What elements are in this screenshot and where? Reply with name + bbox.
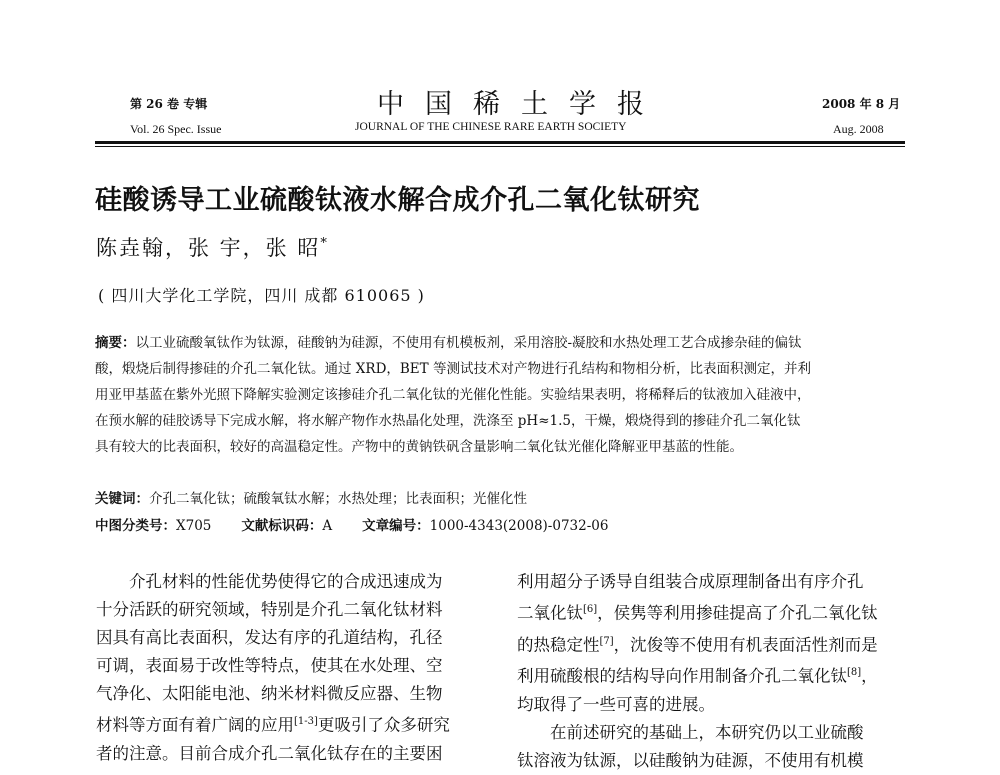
volume-cn: 第 26 卷 专辑 bbox=[130, 97, 208, 111]
body-line: 介孔材料的性能优势使得它的合成迅速成为 bbox=[129, 572, 443, 591]
authors bbox=[96, 232, 329, 262]
keywords bbox=[95, 487, 527, 507]
author-names: 陈垚翰，张 宇，张 昭 bbox=[96, 236, 321, 260]
article-title: 硅酸诱导工业硫酸钛液水解合成介孔二氧化钛研究 bbox=[95, 185, 700, 216]
body-line: 利用硫酸根的结构导向作用制备介孔二氧化钛[8]， bbox=[517, 666, 878, 686]
abstract-line: 酸，煅烧后制得掺硅的介孔二氧化钛。通过 XRD，BET 等测试技术对产物进行孔结构和物相分析，比表面积测定，并利 bbox=[95, 361, 811, 377]
affiliation: ( 四川大学化工学院，四川 成都 610065 ) bbox=[98, 286, 425, 305]
journal-title-en: JOURNAL OF THE CHINESE RARE EARTH SOCIETY bbox=[355, 121, 627, 133]
keywords-text: 介孔二氧化钛；硫酸氧钛水解；水热处理；比表面积；光催化性 bbox=[149, 491, 527, 507]
abstract-text: 以工业硫酸氧钛作为钛源，硅酸钠为硅源，不使用有机模板剂，采用溶胶-凝胶和水热处理工艺合成掺杂硅的偏钛 bbox=[135, 335, 802, 351]
date-en: Aug. 2008 bbox=[833, 122, 884, 136]
article-number-label: 文章编号： bbox=[362, 518, 430, 534]
volume-en: Vol. 26 Spec. Issue bbox=[130, 122, 222, 136]
clc-value: X705 bbox=[176, 518, 212, 534]
citation-ref: [6] bbox=[583, 604, 598, 615]
abstract-line: 用亚甲基蓝在紫外光照下降解实验测定该掺硅介孔二氧化钛的光催化性能。实验结果表明，将稀释后的钛液加入硅液中， bbox=[95, 387, 811, 403]
body-line: 材料等方面有着广阔的应用[1-3]更吸引了众多研究 bbox=[96, 715, 450, 735]
body-line: 的热稳定性[7]，沈俊等不使用有机表面活性剂而是 bbox=[517, 635, 878, 654]
doc-code-value: A bbox=[322, 518, 333, 534]
body-line: 在前述研究的基础上，本研究仍以工业硫酸 bbox=[550, 722, 864, 742]
body-line: 可调，表面易于改性等特点，使其在水处理、空 bbox=[96, 656, 443, 675]
citation-ref: [7] bbox=[599, 635, 614, 647]
abstract-line: 在预水解的硅胶诱导下完成水解，将水解产物作水热晶化处理，洗涤至 pH≈1.5，干燥，煅烧得到的掺硅介孔二氧化钛 bbox=[95, 413, 801, 429]
header-rule-thick bbox=[95, 141, 905, 144]
body-line: 均取得了一些可喜的进展。 bbox=[517, 694, 715, 714]
classification-line bbox=[95, 514, 608, 534]
body-line: 二氧化钛[6]，侯隽等利用掺硅提高了介孔二氧化钛 bbox=[517, 603, 878, 623]
abstract-line bbox=[95, 330, 905, 356]
citation-ref: [1-3] bbox=[294, 716, 318, 727]
header-rule-thin bbox=[95, 146, 905, 147]
body-line: 利用超分子诱导自组装合成原理制备出有序介孔 bbox=[517, 572, 864, 591]
article-number-value: 1000-4343(2008)-0732-06 bbox=[429, 518, 609, 534]
body-line: 十分活跃的研究领域，特别是介孔二氧化钛材料 bbox=[96, 600, 443, 619]
body-line: 钛溶液为钛源，以硅酸钠为硅源，不使用有机模 bbox=[517, 750, 864, 770]
date-cn: 2008 年 8 月 bbox=[822, 97, 901, 111]
abstract-line: 具有较大的比表面积，较好的高温稳定性。产物中的黄钠铁矾含量影响二氧化钛光催化降解亚甲基蓝的性能。 bbox=[95, 439, 743, 455]
abstract-label: 摘要： bbox=[95, 335, 136, 351]
clc-label: 中图分类号： bbox=[95, 518, 176, 534]
citation-ref: [8] bbox=[847, 667, 862, 678]
body-column-left bbox=[96, 568, 491, 768]
keywords-label: 关键词： bbox=[95, 491, 149, 507]
body-column-right bbox=[517, 568, 912, 775]
journal-title-cn: 中国稀土学报 bbox=[377, 89, 665, 120]
body-line: 气净化、太阳能电池、纳米材料微反应器、生物 bbox=[96, 684, 443, 703]
abstract bbox=[95, 330, 905, 460]
doc-code-label: 文献标识码： bbox=[241, 518, 323, 534]
body-line: 因具有高比表面积，发达有序的孔道结构，孔径 bbox=[96, 628, 443, 647]
corresponding-author-mark: * bbox=[320, 236, 329, 251]
body-line: 者的注意。目前合成介孔二氧化钛存在的主要困 bbox=[96, 743, 443, 763]
